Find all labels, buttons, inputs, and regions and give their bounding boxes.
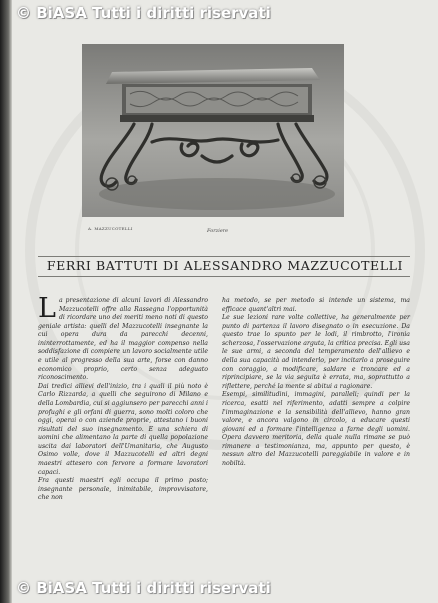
- paragraph: [38, 293, 208, 383]
- paragraph: ha metodo, se per metodo si intende un sistema, ma efficace quant'altri mai.: [222, 297, 410, 313]
- paragraph: Fra questi maestri egli occupa il primo posto; insegnante personale, inimitabile, improvvisatore, che non: [38, 477, 208, 502]
- title-rule-bottom: [38, 276, 410, 277]
- title-rule-top: [38, 256, 410, 257]
- paragraph: Dai tredici allievi dell'inizio, tra i quali il più noto è Carlo Rizzarda, a quelli che seguirono di Milano e della Lombardia, cui si aggiunsero per parecchi anni i profughi e gli orfani di guerra, sono molti coloro che oggi, operai o con aziende proprie, attestano i buoni risultati del suo insegnamento. E una schiera di uomini che alimentano la parte di quella popolazione uscita dai laboratori dell'Umanitaria, che Augusto Osimo volle, dove il Mazzucotelli ed altri degni maestri attesero con fervore a formare lavoratori capaci.: [38, 382, 208, 476]
- forziere-photo: [82, 44, 344, 217]
- copyright-watermark-bottom: © BiASA Tutti i diritti riservati: [16, 579, 271, 597]
- drop-cap: L: [38, 293, 56, 324]
- article-title: FERRI BATTUTI DI ALESSANDRO MAZZUCOTELLI: [46, 258, 404, 273]
- paragraph-text: a presentazione di alcuni lavori di Alessandro Mazzucotelli offre alla Rassegna l'opportunità di ricordare uno dei meriti meno noti di questo geniale artista: quelli del Mazzucotelli insegnante la cui opera dura da parecchi decenni, ininterrottamente, ed ha il maggior compenso nella soddisfazione di compiere un lavoro socialmente utile e utile al progresso della sua arte, forse con danno economico proprio, certo senza adeguato riconoscimento.: [38, 297, 208, 382]
- photo-caption-artist: A. MAZZUCOTELLI: [88, 226, 133, 231]
- paragraph: Esempi, similitudini, immagini, paralleli; quindi per la ricerca, esatti nel riferimento, adatti sempre a colpire l'immaginazione e la sensibilità dell'allievo, hanno gran valore, e ancora valgono in circolo, a educare questi giovani ed a formare l'intelligenza a farne degli uomini. Opera davvero meritoria, della quale nulla rimane se può rimanere a testimonianza, ma, appunto per questo, è nessun altro del Mazzucotelli pareggiabile in valore e in nobiltà.: [222, 391, 410, 467]
- book-binding-edge: [0, 0, 12, 603]
- article-column-left: [38, 293, 208, 503]
- paragraph: Le sue lezioni rare volte collettive, ha generalmente per punto di partenza il lavoro disegnato o in esecuzione. Da questo trae lo spunto per le lodi, il rimbrotto, l'ironia scherzosa, l'osservazione arguta, la critica precisa. Egli usa le sue armi, a seconda del temperamento dell'allievo e della sua capacità ad intenderlo, per incitarlo a proseguire con coraggio, a modificare, saldare e troncare ed a riprincipiare, se la via seguita è errata, ma, soprattutto a riflettere, perché la mente si abitui a ragionare.: [222, 314, 410, 390]
- copyright-watermark-top: © BiASA Tutti i diritti riservati: [16, 4, 271, 22]
- chest-body: [106, 68, 320, 122]
- article-column-right: [222, 297, 410, 469]
- photo-caption-title: Forziere: [207, 228, 229, 234]
